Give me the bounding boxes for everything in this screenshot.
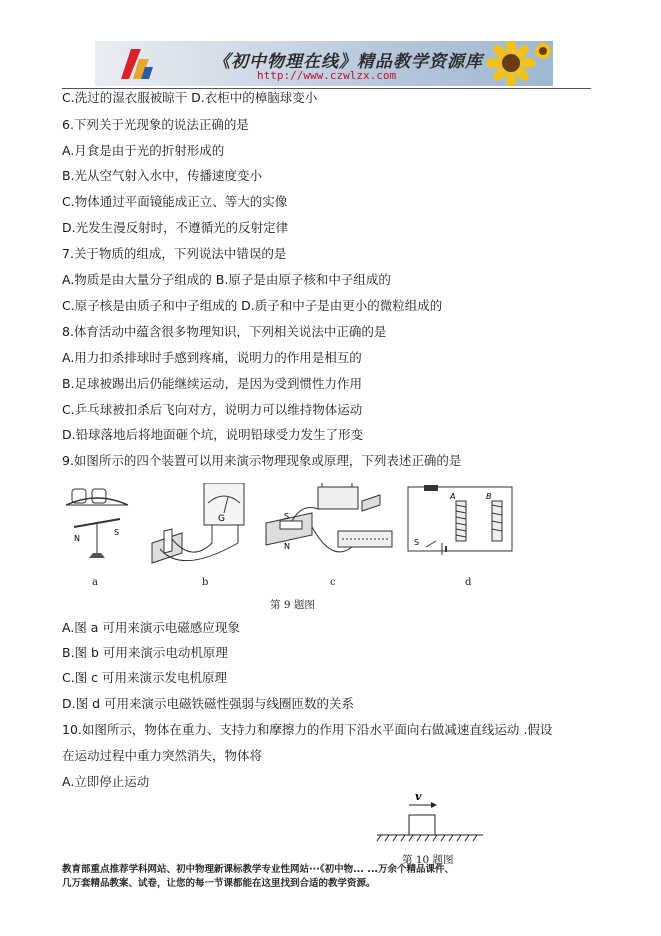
question-line: A.物质是由大量分子组成的 B.原子是由原子核和中子组成的 — [62, 272, 391, 287]
question-line: 9.如图所示的四个装置可以用来演示物理现象或原理，下列表述正确的是 — [62, 453, 462, 468]
footer — [62, 863, 602, 891]
figure-9c-label: c — [330, 577, 336, 588]
question-line: D.铅球落地后将地面砸个坑，说明铅球受力发生了形变 — [62, 427, 364, 442]
header-rule — [62, 88, 591, 89]
svg-text:v: v — [415, 790, 422, 803]
svg-text:G: G — [218, 514, 225, 524]
question-line: A.月食是由于光的折射形成的 — [62, 143, 225, 158]
figure-9-caption: 第 9 题图 — [270, 599, 315, 611]
question-line: B.图 b 可用来演示电动机原理 — [62, 645, 228, 660]
figure-9b-label: b — [202, 577, 209, 588]
svg-text:B: B — [486, 492, 492, 501]
svg-text:A: A — [450, 492, 456, 501]
question-line: B.足球被踢出后仍能继续运动，是因为受到惯性力作用 — [62, 376, 363, 391]
figure-9d-diagram — [406, 483, 516, 575]
question-line: C.物体通过平面镜能成正立、等大的实像 — [62, 194, 288, 209]
figure-10-diagram — [375, 788, 485, 848]
svg-text:N: N — [74, 534, 80, 543]
question-line: 8.体育活动中蕴含很多物理知识，下列相关说法中正确的是 — [62, 324, 387, 339]
question-line: C.图 c 可用来演示发电机原理 — [62, 670, 228, 685]
question-line: 在运动过程中重力突然消失，物体将 — [62, 748, 263, 763]
header-banner — [95, 41, 553, 86]
figure-9d-label: d — [465, 577, 472, 588]
question-line: A.用力扣杀排球时手感到疼痛，说明力的作用是相互的 — [62, 350, 362, 365]
question-line: A.图 a 可用来演示电磁感应现象 — [62, 620, 240, 635]
banner-url: http://www.czwlzx.com — [257, 69, 397, 82]
figure-9b-diagram — [142, 483, 257, 575]
svg-text:N: N — [284, 542, 290, 551]
question-line: A.立即停止运动 — [62, 774, 150, 789]
svg-text:S: S — [284, 512, 290, 521]
question-line: 7.关于物质的组成，下列说法中错误的是 — [62, 246, 287, 261]
figure-9a-label: a — [92, 577, 98, 588]
question-line: D.图 d 可用来演示电磁铁磁性强弱与线圈匝数的关系 — [62, 696, 354, 711]
question-line: 10.如图所示，物体在重力、支持力和摩擦力的作用下沿水平面向右做减速直线运动 .假设 — [62, 722, 553, 737]
figure-9a-diagram — [62, 483, 132, 575]
banner-title: 《初中物理在线》精品教学资源库 — [213, 52, 483, 72]
question-line: B.光从空气射入水中，传播速度变小 — [62, 168, 263, 183]
svg-text:S: S — [414, 538, 420, 547]
figure-9c-diagram — [262, 483, 402, 575]
question-line: C.乒乓球被扣杀后飞向对方，说明力可以维持物体运动 — [62, 402, 363, 417]
question-line: 6.下列关于光现象的说法正确的是 — [62, 117, 249, 132]
svg-text:S: S — [114, 528, 120, 537]
footer-line1: 教育部重点推荐学科网站、初中物理新课标教学专业性网站···《初中物... — [62, 864, 364, 875]
figure-10-caption: 第 10 题图 — [402, 854, 454, 866]
figure-9 — [62, 483, 542, 588]
logo-icon — [117, 47, 157, 81]
question-line: C.原子核是由质子和中子组成的 D.质子和中子是由更小的微粒组成的 — [62, 298, 443, 313]
question-line: D.光发生漫反射时，不遵循光的反射定律 — [62, 220, 289, 235]
footer-line1b: ...万余个精品课件、 — [367, 864, 455, 875]
question-line: C.洗过的湿衣服被晾干 D.衣柜中的樟脑球变小 — [62, 90, 318, 105]
sunflower-icon — [481, 41, 551, 86]
footer-line2: 几万套精品教案、试卷，让您的每一节课都能在这里找到合适的教学资源。 — [62, 878, 376, 889]
